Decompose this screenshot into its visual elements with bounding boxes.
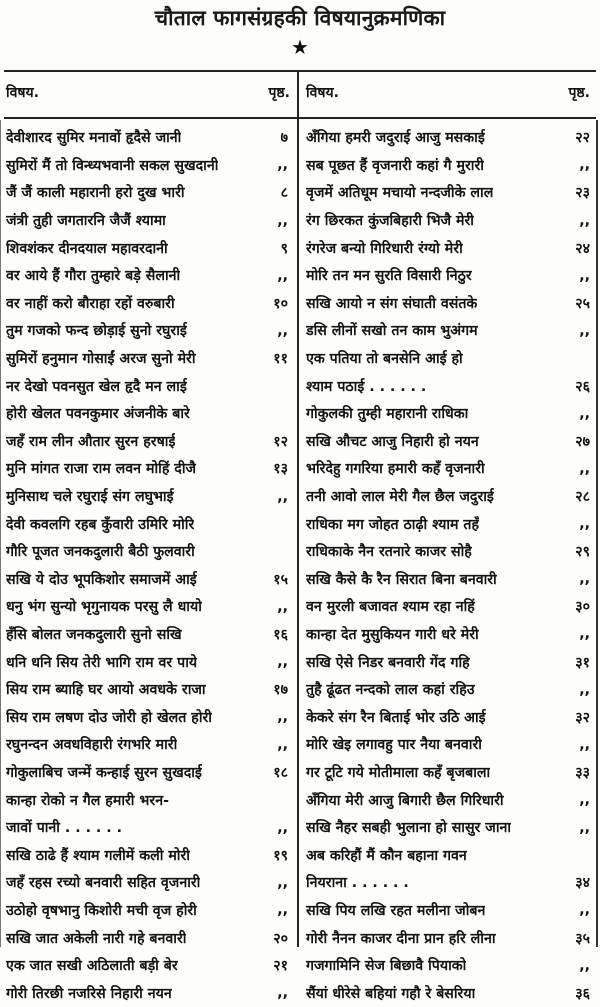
entry-title: सिय राम लषण दोउ जोरी हो खेलत होरी xyxy=(6,709,212,726)
entry-title: सुमिरों मैं तो विन्ध्यभवानी सकल सुखदानी xyxy=(6,157,219,174)
subject-header: विषय. xyxy=(6,84,39,101)
index-entry xyxy=(6,566,290,594)
entry-page-number: ,, xyxy=(277,598,288,615)
entry-title: गौरि पूजत जनकदुलारी बैठी फुलवारी xyxy=(6,544,195,561)
entry-title: सखि ठाढे हैं श्याम गलीमें कली मोरी xyxy=(6,847,190,864)
index-entry xyxy=(6,841,290,869)
entry-page-number: ,, xyxy=(579,819,590,836)
entry-page-number: १५ xyxy=(273,571,288,588)
entry-page-number: ,, xyxy=(579,736,590,753)
entry-page-number: ,, xyxy=(579,267,590,284)
index-entry xyxy=(6,648,290,676)
entry-title: एक पतिया तो बनसेनि आई हो xyxy=(306,351,463,368)
column-divider xyxy=(297,72,299,947)
index-entry xyxy=(306,538,592,566)
index-entry xyxy=(6,676,290,704)
index-entry xyxy=(6,869,290,897)
page-header: पृष्ठ. xyxy=(568,84,590,101)
index-entry xyxy=(306,924,592,952)
entry-page-number: १६ xyxy=(273,626,288,643)
entry-title: नर देखो पवनसुत खेल हृदै मन लाई xyxy=(6,378,187,395)
entry-page-number: ३२ xyxy=(575,709,590,726)
right-column-header xyxy=(306,80,590,104)
entry-page-number: ,, xyxy=(579,405,590,422)
index-entry xyxy=(6,814,290,842)
index-entry xyxy=(306,234,592,262)
index-entry xyxy=(6,510,290,538)
entry-title: सखि कैसे कै रैन सिरात बिना बनवारी xyxy=(306,571,497,588)
entry-page-number: ,, xyxy=(579,571,590,588)
entry-page-number: २३ xyxy=(575,185,590,202)
index-entry xyxy=(306,979,592,1007)
entry-page-number: ,, xyxy=(277,709,288,726)
subject-header: विषय. xyxy=(306,84,339,101)
entry-title: सैंयां धीरेसे बहियां गहौ रे बेसरिया xyxy=(306,985,476,1002)
entry-title: वर नाहीं करो बौराहा रहों वरुबारी xyxy=(6,295,175,312)
index-entry xyxy=(306,372,592,400)
entry-page-number: २२ xyxy=(575,130,590,147)
entry-page-number: ,, xyxy=(579,157,590,174)
entry-page-number: ,, xyxy=(277,819,288,836)
entry-page-number: १० xyxy=(273,295,288,312)
index-entry xyxy=(6,124,290,152)
entry-page-number: ८ xyxy=(280,185,288,202)
index-entry xyxy=(306,731,592,759)
index-entry xyxy=(6,262,290,290)
entry-title: सखि जात अकेली नारी गहे बनवारी xyxy=(6,930,187,947)
entry-title: उठोहो वृषभानु किशोरी मची वृज होरी xyxy=(6,902,197,919)
star-ornament-icon: ★ xyxy=(291,35,309,59)
entry-title: धनु भंग सुन्यो भृगुनायक परसु लै धायो xyxy=(6,599,202,616)
index-entry xyxy=(6,234,290,262)
entry-title: वृजमें अतिधूम मचायो नन्दजीके लाल xyxy=(306,185,494,202)
entry-title: सुमिरों हनुमान गोसाईं अरज सुनो मेरी xyxy=(6,351,196,368)
index-entry xyxy=(6,621,290,649)
entry-title: श्याम पठाई . . . . . . xyxy=(306,378,427,395)
entry-page-number: ११ xyxy=(273,351,288,368)
entry-title: जावों पानी . . . . . . xyxy=(6,820,122,837)
entry-title: सखि नैहर सबही भुलाना हो सासुर जाना xyxy=(306,820,512,837)
entry-title: सखि ऐसे निडर बनवारी गेंद गहि xyxy=(306,654,470,671)
entry-title: एक जात सखी अठिलाती बड़ी बेर xyxy=(6,958,178,975)
entry-page-number: २९ xyxy=(575,544,590,561)
index-entry xyxy=(6,703,290,731)
index-entry xyxy=(306,676,592,704)
entry-title: गोरी तिरछी नजरिसे निहारी नयन xyxy=(6,985,172,1002)
entry-page-number: ,, xyxy=(579,460,590,477)
entry-title: वर आये हैं गौरा तुम्हारे बड़े सैलानी xyxy=(6,268,181,285)
entry-title: गजगामिनि सेज बिछावै पियाको xyxy=(306,958,467,975)
entry-title: जंत्री तुही जगतारनि जैजैं श्यामा xyxy=(6,213,166,230)
index-entry xyxy=(306,593,592,621)
entry-title: जहँ रहस रच्यो बनवारी सहित वृजनारी xyxy=(6,875,201,892)
entry-page-number: २४ xyxy=(575,240,590,257)
index-entry xyxy=(306,621,592,649)
entry-title: होरी खेलत पवनकुमार अंजनीके बारे xyxy=(6,406,190,423)
header-rule xyxy=(4,117,596,119)
entry-title: सखि आयो न संग संघाती वसंतके xyxy=(306,295,478,312)
index-entry xyxy=(6,786,290,814)
entry-title: जहँ राम लीन औतार सुरन हरषाई xyxy=(6,433,176,450)
entry-page-number: ,, xyxy=(277,985,288,1002)
entry-page-number: १७ xyxy=(273,682,288,699)
index-entry xyxy=(306,510,592,538)
entry-title: राधिकाके नैन रतनारे काजर सोहै xyxy=(306,544,472,561)
left-border xyxy=(0,120,1,947)
entry-page-number: ,, xyxy=(579,212,590,229)
entry-title: डसि लीनों सखो तन काम भुअंगम xyxy=(306,323,478,340)
index-entry xyxy=(306,786,592,814)
entry-title: हँसि बोलत जनकदुलारी सुनो सखि xyxy=(6,626,182,643)
index-entry xyxy=(306,814,592,842)
entry-page-number: ३६ xyxy=(575,985,590,1002)
entry-title: सखि औचट आजु निहारी हो नयन xyxy=(306,433,479,450)
index-entry xyxy=(306,869,592,897)
index-entry xyxy=(6,400,290,428)
page-title: चौताल फागसंग्रहकी विषयानुक्रमणिका xyxy=(154,6,446,30)
entry-page-number: ,, xyxy=(277,488,288,505)
entry-title: वन मुरली बजावत श्याम रहा नहिं xyxy=(306,599,475,616)
index-entry xyxy=(306,124,592,152)
index-entry xyxy=(306,648,592,676)
entry-title: नियराना . . . . . . xyxy=(306,875,409,892)
entry-page-number: ,, xyxy=(277,736,288,753)
entry-page-number: ,, xyxy=(277,212,288,229)
index-entry xyxy=(306,483,592,511)
entry-title: गोकुलकी तुम्ही महारानी राधिका xyxy=(306,406,469,423)
entry-title: राधिका मग जोहत ठाढ़ी श्याम तहँ xyxy=(306,516,480,533)
entry-title: जैं जैं काली महारानी हरो दुख भारी xyxy=(6,185,185,202)
index-entry xyxy=(306,841,592,869)
entry-title: अँगिया मेरी आजु बिगारी छैल गिरिधारी xyxy=(306,792,504,809)
index-entry xyxy=(6,455,290,483)
entry-page-number: १२ xyxy=(273,433,288,450)
entry-title: देवी कवलगि रहब कुँवारी उमिरि मोरि xyxy=(6,516,195,533)
entry-page-number: ३५ xyxy=(575,930,590,947)
index-entry xyxy=(6,428,290,456)
index-entry xyxy=(306,455,592,483)
entry-title: रंग छिरकत कुंजबिहारी भिजै मेरी xyxy=(306,213,474,230)
entry-page-number: ७ xyxy=(280,130,288,147)
entry-title: गर टूटि गये मोतीमाला कहँ बृजबाला xyxy=(306,764,491,781)
index-entry xyxy=(6,593,290,621)
entry-title: सिय राम ब्याहि घर आयो अवधके राजा xyxy=(6,682,206,699)
entry-title: अब करिहौं मैं कौन बहाना गवन xyxy=(306,847,467,864)
index-entry xyxy=(306,317,592,345)
index-entry xyxy=(6,731,290,759)
entry-page-number: ,, xyxy=(579,792,590,809)
index-entry xyxy=(6,317,290,345)
index-entry xyxy=(306,262,592,290)
index-entry xyxy=(6,952,290,980)
index-entry xyxy=(306,345,592,373)
entry-page-number: ,, xyxy=(277,267,288,284)
index-entry xyxy=(306,566,592,594)
entry-title: सब पूछत हैं वृजनारी कहां गै मुरारी xyxy=(306,157,484,174)
index-entry xyxy=(306,759,592,787)
index-entry xyxy=(6,897,290,925)
index-entry xyxy=(6,483,290,511)
index-entry xyxy=(306,428,592,456)
entry-page-number: १९ xyxy=(273,847,288,864)
left-index-column xyxy=(6,124,290,1007)
page-header: पृष्ठ. xyxy=(268,84,290,101)
entry-page-number: ,, xyxy=(579,626,590,643)
index-entry xyxy=(6,207,290,235)
entry-page-number: ९ xyxy=(280,240,288,257)
index-entry xyxy=(6,345,290,373)
index-entry xyxy=(306,290,592,318)
index-entry xyxy=(6,979,290,1007)
entry-title: तनी आवो लाल मेरी गैल छैल जदुराई xyxy=(306,489,494,506)
entry-page-number: ,, xyxy=(277,874,288,891)
index-entry xyxy=(6,290,290,318)
entry-title: गोकुलाबिच जन्में कन्हाई सुरन सुखदाई xyxy=(6,764,202,781)
index-entry xyxy=(6,372,290,400)
entry-title: सखि पिय लखि रहत मलीना जोबन xyxy=(306,902,486,919)
entry-page-number: ३० xyxy=(575,599,590,616)
index-entry xyxy=(6,152,290,180)
entry-page-number: ,, xyxy=(579,902,590,919)
entry-page-number: ,, xyxy=(579,957,590,974)
entry-page-number: ,, xyxy=(277,322,288,339)
entry-title: देवीशारद सुमिर मनावों हृदैसे जानी xyxy=(6,130,182,147)
entry-page-number: ,, xyxy=(579,516,590,533)
entry-page-number: २५ xyxy=(575,295,590,312)
entry-title: शिवशंकर दीनदयाल महावरदानी xyxy=(6,240,168,257)
entry-page-number: ,, xyxy=(277,902,288,919)
entry-page-number: २० xyxy=(273,930,288,947)
index-entry xyxy=(306,207,592,235)
entry-title: तुम गजको फन्द छोड़ाई सुनो रघुराई xyxy=(6,323,187,340)
entry-title: रंगरेज बन्यो गिरिधारी रंग्यो मेरी xyxy=(306,240,463,257)
entry-page-number: १८ xyxy=(273,764,288,781)
index-entry xyxy=(306,179,592,207)
entry-page-number: ,, xyxy=(579,681,590,698)
entry-page-number: ३४ xyxy=(575,875,590,892)
right-index-column xyxy=(306,124,592,1007)
index-entry xyxy=(306,897,592,925)
entry-title: तुहै ढूंढत नन्दको लाल कहां रहिउ xyxy=(306,682,475,699)
entry-title: केकरे संग रैन बिताई भोर उठि आई xyxy=(306,709,486,726)
entry-title: भरिदेहु गगरिया हमारी कहँ वृजनारी xyxy=(306,461,485,478)
index-entry xyxy=(6,179,290,207)
entry-title: अँगिया हमरी जदुराई आजु मसकाई xyxy=(306,130,485,147)
entry-title: कान्हा रोको न गैल हमारी भरन- xyxy=(6,792,169,809)
index-entry xyxy=(6,924,290,952)
entry-title: मुनिसाथ चले रघुराई संग लघुभाई xyxy=(6,489,174,506)
entry-title: मुनि मांगत राजा राम लवन मोहिं दीजै xyxy=(6,461,197,478)
index-entry xyxy=(6,759,290,787)
entry-page-number: ,, xyxy=(579,322,590,339)
left-column-header xyxy=(6,80,290,104)
entry-page-number: २८ xyxy=(575,489,590,506)
index-entry xyxy=(6,538,290,566)
entry-page-number: २६ xyxy=(575,378,590,395)
entry-title: मोरि तन मन सुरति विसारी निठुर xyxy=(306,268,472,285)
entry-title: सखि ये दोउ भूपकिशोर समाजमें आई xyxy=(6,571,197,588)
entry-page-number: ,, xyxy=(277,654,288,671)
right-border xyxy=(596,120,598,947)
index-entry xyxy=(306,400,592,428)
entry-page-number: १३ xyxy=(273,461,288,478)
entry-page-number: ,, xyxy=(277,157,288,174)
entry-page-number: २१ xyxy=(273,958,288,975)
entry-page-number: २७ xyxy=(575,433,590,450)
entry-title: धनि धनि सिय तेरी भागि राम वर पाये xyxy=(6,654,198,671)
index-entry xyxy=(306,703,592,731)
entry-page-number: ३३ xyxy=(575,764,590,781)
index-entry xyxy=(306,152,592,180)
entry-title: कान्हा देत मुसुकियन गारी धरे मेरी xyxy=(306,626,479,643)
entry-title: गोरी नैनन काजर दीना प्रान हरि लीना xyxy=(306,930,496,947)
entry-page-number: ३१ xyxy=(575,654,590,671)
entry-title: रघुनन्दन अवधविहारी रंगभरि मारी xyxy=(6,737,178,754)
entry-title: मोरि खेइ लगावहु पार नैया बनवारी xyxy=(306,737,482,754)
index-entry xyxy=(306,952,592,980)
top-rule xyxy=(4,70,596,72)
